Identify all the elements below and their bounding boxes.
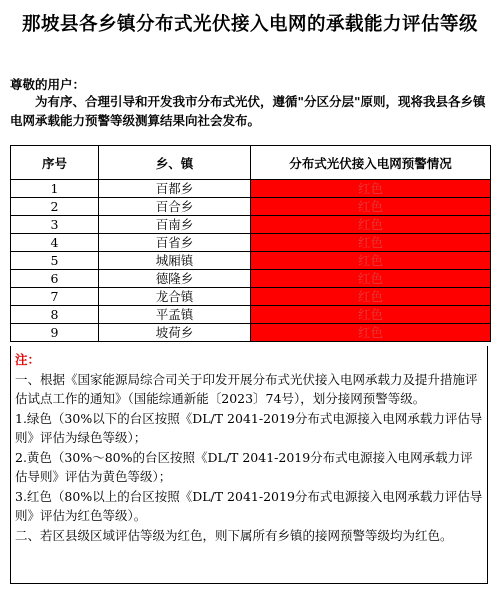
row-warning-status: 红色 xyxy=(251,252,491,270)
header-serial: 序号 xyxy=(11,146,99,180)
row-serial: 7 xyxy=(11,288,99,306)
row-warning-status: 红色 xyxy=(251,324,491,342)
note-item: 2.黄色（30%～80%的台区按照《DL/T 2041-2019分布式电源接入电网承载力评估导则》评估为黄色等级）； xyxy=(15,449,473,484)
intro-paragraph: 为有序、合理引导和开发我市分布式光伏，遵循"分区分层"原则，现将我县各乡镇电网承载能力预警等级测算结果向社会发布。 xyxy=(10,94,486,128)
note-item: 二、若区县级区域评估等级为红色，则下属所有乡镇的接网预警等级均为红色。 xyxy=(15,527,453,543)
notes-box xyxy=(10,346,488,584)
row-serial: 1 xyxy=(11,180,99,198)
row-town: 百南乡 xyxy=(99,216,251,234)
row-warning-status: 红色 xyxy=(251,234,491,252)
row-serial: 3 xyxy=(11,216,99,234)
row-town: 百都乡 xyxy=(99,180,251,198)
note-item: 3.红色（80%以上的台区按照《DL/T 2041-2019分布式电源接入电网承载力评估导则》评估为红色等级）。 xyxy=(15,488,483,523)
header-warning: 分布式光伏接入电网预警情况 xyxy=(251,146,491,180)
header-town: 乡、镇 xyxy=(99,146,251,180)
page-title: 那坡县各乡镇分布式光伏接入电网的承载能力评估等级 xyxy=(21,14,478,35)
row-town: 城厢镇 xyxy=(99,252,251,270)
row-town: 平孟镇 xyxy=(99,306,251,324)
table-row xyxy=(11,288,491,306)
row-warning-status: 红色 xyxy=(251,198,491,216)
row-town: 百省乡 xyxy=(99,234,251,252)
row-warning-status: 红色 xyxy=(251,270,491,288)
table-row xyxy=(11,198,491,216)
table-row xyxy=(11,270,491,288)
row-serial: 8 xyxy=(11,306,99,324)
table-row xyxy=(11,216,491,234)
table-row xyxy=(11,252,491,270)
table-row xyxy=(11,234,491,252)
row-town: 德隆乡 xyxy=(99,270,251,288)
table-row xyxy=(11,324,491,342)
row-town: 坡荷乡 xyxy=(99,324,251,342)
capacity-table xyxy=(10,145,491,342)
row-serial: 9 xyxy=(11,324,99,342)
greeting: 尊敬的用户： xyxy=(10,77,86,92)
row-warning-status: 红色 xyxy=(251,180,491,198)
note-item: 1.绿色（30%以下的台区按照《DL/T 2041-2019分布式电源接入电网承载力评估导则》评估为绿色等级）； xyxy=(15,410,483,445)
row-serial: 5 xyxy=(11,252,99,270)
row-serial: 4 xyxy=(11,234,99,252)
note-item: 一、根据《国家能源局综合司关于印发开展分布式光伏接入电网承载力及提升措施评估试点工作的通知》（国能综通新能〔2023〕74号），划分接网预警等级。 xyxy=(15,371,478,406)
row-serial: 2 xyxy=(11,198,99,216)
table-row xyxy=(11,306,491,324)
row-warning-status: 红色 xyxy=(251,306,491,324)
row-warning-status: 红色 xyxy=(251,288,491,306)
row-town: 百合乡 xyxy=(99,198,251,216)
table-header-row xyxy=(11,146,491,180)
row-town: 龙合镇 xyxy=(99,288,251,306)
table-row xyxy=(11,180,491,198)
row-warning-status: 红色 xyxy=(251,216,491,234)
notes-title: 注： xyxy=(15,352,41,367)
row-serial: 6 xyxy=(11,270,99,288)
